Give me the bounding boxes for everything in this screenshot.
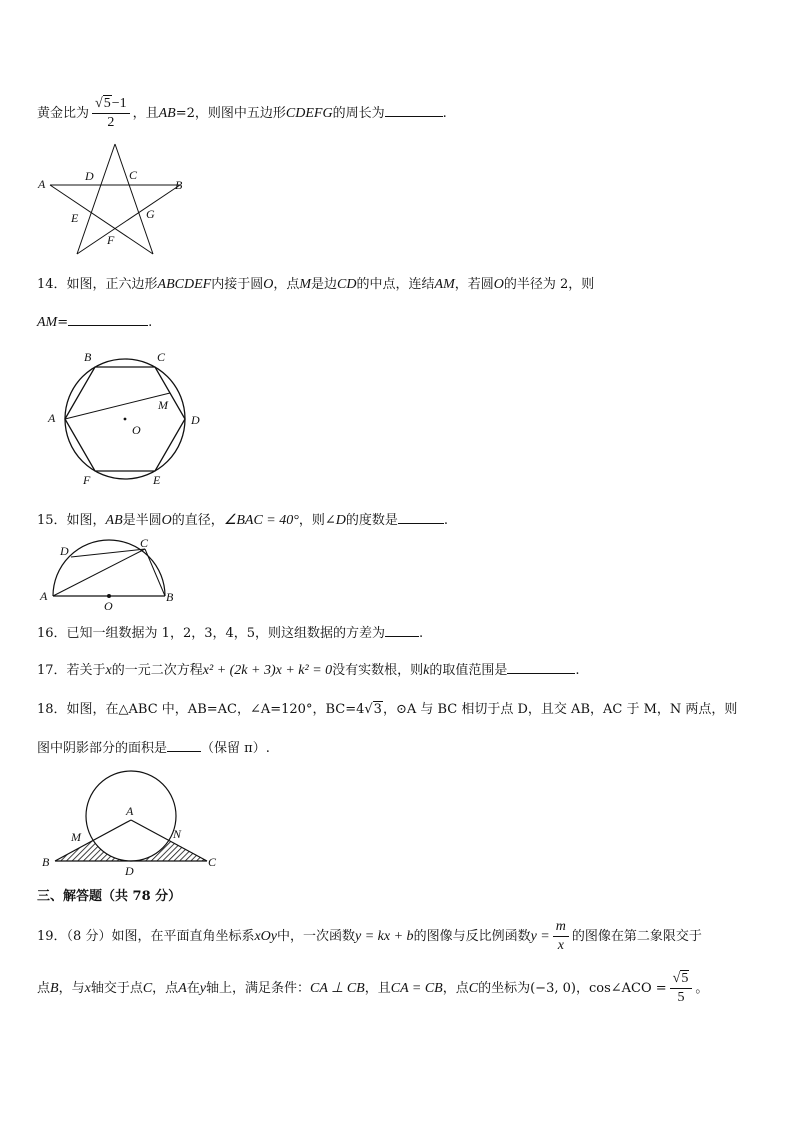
q17-seg-c: 没有实数根，则 — [332, 663, 424, 678]
q14-seg-c: ，点 — [273, 277, 300, 292]
answer-blank — [385, 102, 443, 117]
q19-c: C — [142, 981, 153, 996]
q18-seg-c: 图中阴影部分的面积是 — [37, 741, 168, 756]
label-m: M — [71, 830, 81, 844]
fraction-denominator: 2 — [107, 115, 115, 130]
q16-text — [37, 622, 423, 644]
q19-seg-c: 的图像与反比例函数 — [413, 929, 531, 944]
q19-line2 — [37, 970, 708, 1007]
label-b: B — [42, 855, 50, 869]
label-e: E — [153, 473, 161, 487]
q19-y: y — [199, 981, 206, 996]
q17-x: x — [105, 663, 112, 678]
label-b: B — [84, 350, 92, 364]
q14-end: . — [148, 315, 153, 330]
q13-text — [37, 95, 447, 132]
q19-l2-i: 的坐标为 — [478, 981, 531, 996]
label-c: C — [157, 350, 166, 364]
hexagon-circle-figure — [40, 345, 210, 490]
q19-seg-b: 中，一次函数 — [277, 929, 356, 944]
q14-seg-d: 是边 — [311, 277, 338, 292]
label-o: O — [104, 599, 113, 613]
q13-part2: ，且 — [132, 106, 159, 121]
q19-seg-d: 的图像在第二象限交于 — [571, 929, 702, 944]
q19-cos-den: 5 — [677, 990, 685, 1005]
q18-seg-a: 18．如图，在△ABC 中，AB=AC，∠A=120°，BC=4 — [37, 702, 365, 717]
minus-one: −1 — [111, 96, 127, 111]
q19-l2-h: ，点 — [442, 981, 469, 996]
star-figure — [35, 140, 195, 258]
q13-part1: 黄金比为 — [37, 106, 90, 121]
q14-line2 — [37, 311, 152, 333]
label-d: D — [85, 169, 94, 183]
label-e: E — [71, 211, 79, 225]
q19-end: 。 — [695, 981, 709, 996]
q17-end: . — [575, 663, 580, 678]
q17-seg-d: 的取值范围是 — [429, 663, 508, 678]
q14-m: M — [299, 277, 312, 292]
q15-angle: ∠BAC = 40° — [223, 513, 299, 528]
q19-m: m — [553, 918, 569, 937]
q19-l2-g: ，且 — [364, 981, 391, 996]
q19-coord: (−3, 0) — [530, 981, 576, 996]
q14-o2: O — [493, 277, 504, 292]
label-b: B — [175, 178, 183, 192]
q19-l2-f: 轴上，满足条件： — [205, 981, 310, 996]
q15-ab: AB — [105, 513, 123, 528]
q14-seg-a: 14．如图，正六边形 — [37, 277, 158, 292]
q19-a: A — [178, 981, 187, 996]
q19-c2: C — [468, 981, 479, 996]
label-c: C — [129, 168, 138, 182]
q19-l2-d: ，点 — [152, 981, 179, 996]
q19-x-den: x — [557, 938, 564, 953]
radicand-5b: 5 — [681, 971, 689, 986]
q19-l2-e: 在 — [186, 981, 200, 996]
q17-equation: x² + (2k + 3)x + k² = 0 — [202, 663, 333, 678]
label-n: N — [173, 827, 182, 841]
radicand-3: 3 — [373, 702, 382, 717]
q14-am: AM — [434, 277, 455, 292]
q18-seg-d: （保留 π）. — [201, 741, 270, 756]
q15-seg-b: 是半圆 — [122, 513, 162, 528]
label-d: D — [191, 413, 200, 427]
q16-body: 16．已知一组数据为 1，2，3，4，5，则这组数据的方差为 — [37, 626, 386, 641]
label-a: A — [126, 804, 134, 818]
q16-end: . — [419, 626, 424, 641]
q19-l2-j: ， — [575, 981, 589, 996]
q14-seg-f: ，若圆 — [454, 277, 494, 292]
q14-seg-g: 的半径为 2，则 — [503, 277, 595, 292]
answer-blank — [398, 509, 444, 524]
sqrt5-over-5-fraction: $\frac{√5}{5}$ — [670, 970, 693, 1007]
label-d: D — [60, 544, 69, 558]
q15-seg-c: 的直径， — [171, 513, 224, 528]
q19-seg-a: 19．（8 分）如图，在平面直角坐标系 — [37, 929, 255, 944]
answer-blank — [385, 622, 419, 637]
q15-text — [37, 509, 448, 531]
answer-blank — [507, 659, 575, 674]
label-a: A — [40, 589, 48, 603]
q13-eq: =2，则图中五边形 — [175, 106, 286, 121]
golden-ratio-fraction: $\frac{√5-1}{2}$ — [92, 95, 130, 132]
q14-seg-e: 的中点，连结 — [356, 277, 435, 292]
q19-l2-a: 点 — [37, 981, 51, 996]
label-g: G — [146, 207, 155, 221]
q15-o: O — [161, 513, 172, 528]
label-d: D — [125, 864, 134, 878]
label-b: B — [166, 590, 174, 604]
q14-line1 — [37, 275, 594, 295]
m-over-x-fraction — [553, 918, 569, 955]
label-m: M — [158, 398, 168, 412]
q19-cond2: CA = CB — [390, 981, 443, 996]
q19-cos: cos∠ACO = — [588, 981, 667, 996]
label-a: A — [38, 177, 46, 191]
q18-line2 — [37, 737, 270, 759]
q14-abcdef: ABCDEF — [157, 277, 212, 292]
q19-line1 — [37, 918, 702, 955]
q15-seg-d: ，则∠ — [298, 513, 336, 528]
q13-cdefg: CDEFG — [285, 106, 333, 121]
q14-am2: AM — [37, 315, 58, 330]
label-c: C — [140, 536, 149, 550]
sqrt-3: √3 — [364, 702, 382, 717]
q17-k: k — [423, 663, 430, 678]
label-a: A — [48, 411, 56, 425]
triangle-circle-figure — [38, 770, 228, 878]
q15-seg-e: 的度数是 — [345, 513, 398, 528]
q19-b: B — [50, 981, 59, 996]
q19-linear: y = kx + b — [355, 929, 414, 944]
answer-blank — [68, 311, 148, 326]
q14-cd: CD — [337, 277, 357, 292]
q15-seg-a: 15．如图， — [37, 513, 106, 528]
q15-end: . — [443, 513, 449, 528]
label-f: F — [83, 473, 91, 487]
q14-eq: = — [57, 315, 69, 330]
q14-o1: O — [263, 277, 274, 292]
q18-line1 — [37, 700, 737, 720]
q17-seg-b: 的一元二次方程 — [111, 663, 203, 678]
q18-seg-b: ，⊙A 与 BC 相切于点 D，且交 AB，AC 于 M，N 两点，则 — [382, 702, 738, 717]
q14-seg-b: 内接于圆 — [211, 277, 264, 292]
radicand-5: 5 — [103, 96, 111, 111]
label-f: F — [107, 233, 115, 247]
q19-xoy: xOy — [254, 929, 277, 944]
q19-cond1: CA ⊥ CB — [310, 981, 365, 996]
q19-x: x — [84, 981, 91, 996]
q17-text — [37, 659, 580, 681]
q19-y-eq: y = — [530, 929, 550, 944]
q19-l2-b: ，与 — [58, 981, 85, 996]
answer-blank — [167, 737, 201, 752]
label-o: O — [132, 423, 141, 437]
q13-end: . — [442, 106, 447, 121]
q19-l2-c: 轴交于点 — [90, 981, 143, 996]
q13-part3: 的周长为 — [332, 106, 385, 121]
label-c: C — [208, 855, 217, 869]
q13-ab: AB — [158, 106, 176, 121]
semicircle-figure — [38, 535, 188, 615]
q15-d: D — [335, 513, 346, 528]
section-title: 三、解答题（共 78 分） — [37, 889, 182, 904]
q17-seg-a: 17．若关于 — [37, 663, 106, 678]
